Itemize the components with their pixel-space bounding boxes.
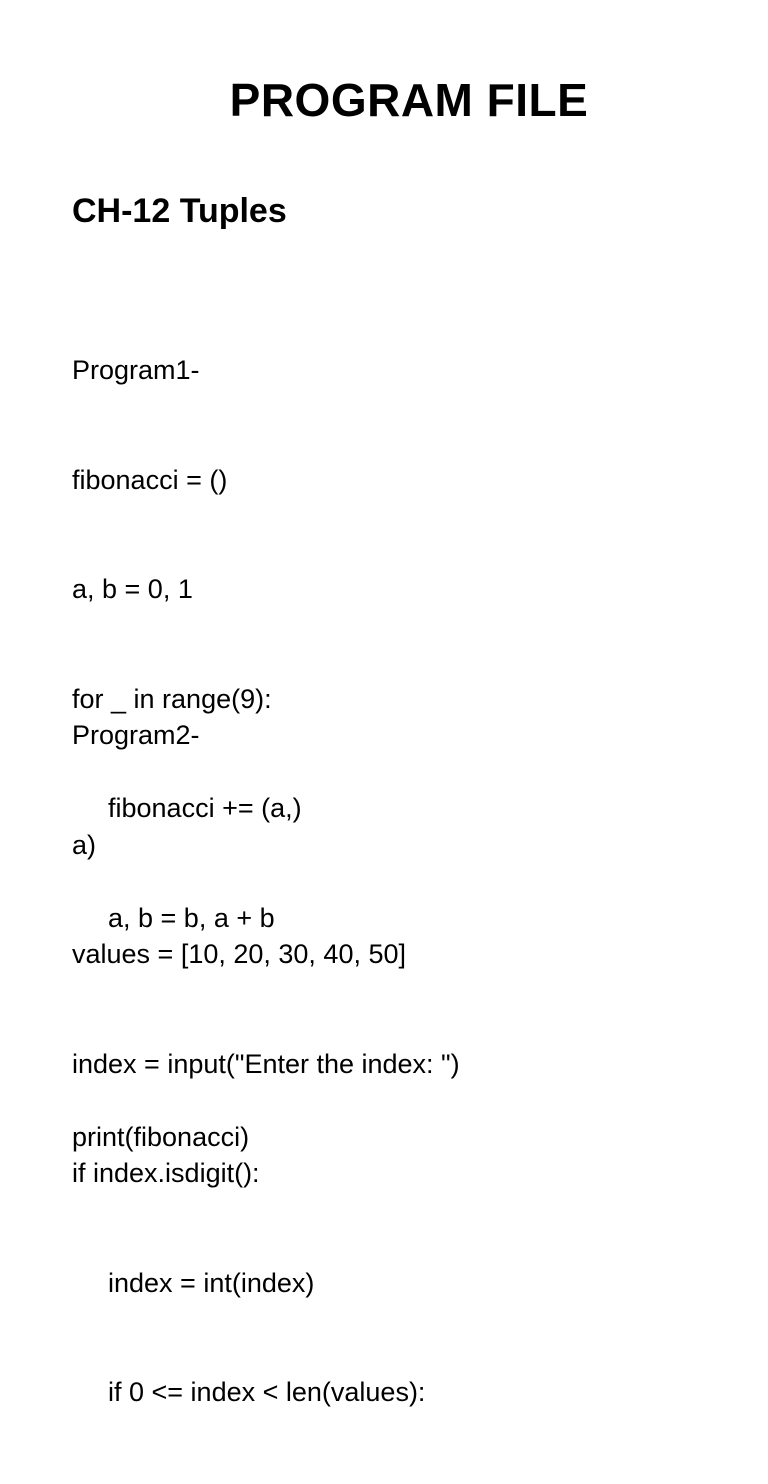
code-line: index = int(index) [108, 1267, 315, 1298]
code-line: if index.isdigit(): [72, 1158, 260, 1188]
program1-heading: Program1- [72, 355, 200, 385]
code-line: a, b = 0, 1 [72, 574, 193, 604]
program2-heading: Program2- [72, 720, 200, 750]
chapter-heading: CH-12 Tuples [72, 192, 287, 230]
code-line: index = input("Enter the index: ") [72, 1048, 460, 1079]
program2-block [72, 644, 460, 1484]
code-line: values = [10, 20, 30, 40, 50] [72, 939, 406, 969]
code-line: for _ in range(9): [72, 683, 272, 714]
code-line: a, b = b, a + b [108, 902, 275, 933]
code-line: fibonacci = () [72, 464, 228, 495]
program2-part-label: a) [72, 829, 97, 860]
code-line: fibonacci += (a,) [108, 793, 302, 823]
code-line: if 0 <= index < len(values): [108, 1377, 426, 1407]
document-title: PROGRAM FILE [229, 74, 589, 126]
code-line: print(fibonacci) [72, 1121, 250, 1152]
